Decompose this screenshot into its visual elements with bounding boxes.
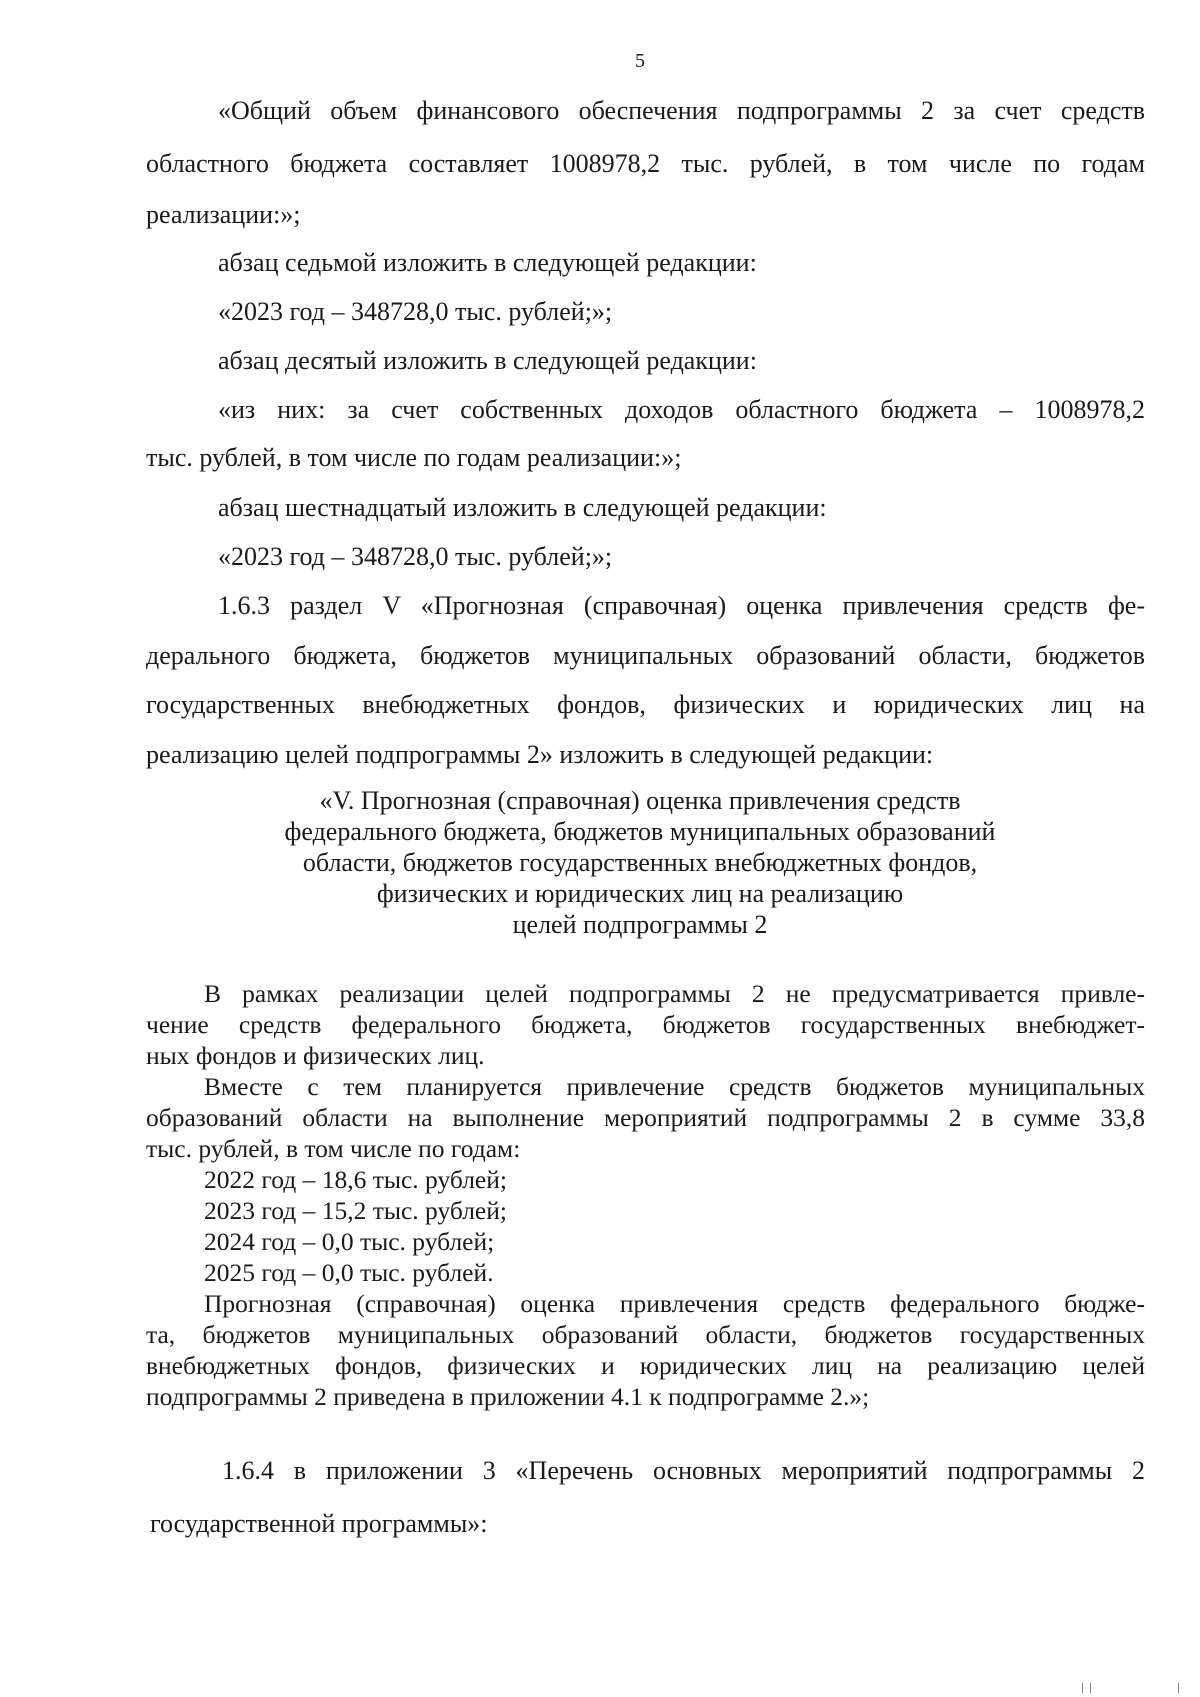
year-line: 2023 год – 15,2 тыс. рублей; — [204, 1196, 507, 1225]
paragraph-line: подпрограммы 2 приведена в приложении 4.1 к подпрограмме 2.»; — [146, 1382, 870, 1411]
paragraph-line: реализации:»; — [146, 200, 301, 229]
paragraph-line: «из них: за счет собственных доходов областного бюджета – 1008978,2 — [218, 395, 1145, 424]
section-title-line: физических и юридических лиц на реализацию — [376, 879, 904, 908]
paragraph-abzac-16: абзац шестнадцатый изложить в следующей редакции: — [218, 493, 827, 522]
paragraph-abzac-10: абзац десятый изложить в следующей редакции: — [218, 346, 757, 375]
paragraph-year-2023: «2023 год – 348728,0 тыс. рублей;»; — [218, 297, 613, 326]
section-title-line: целей подпрограммы 2 — [512, 910, 768, 939]
paragraph-line: 1.6.3 раздел V «Прогнозная (справочная) оценка привлечения средств фе- — [218, 591, 1145, 620]
paragraph-year-2023: «2023 год – 348728,0 тыс. рублей;»; — [218, 542, 613, 571]
paragraph-abzac-7: абзац седьмой изложить в следующей редакции: — [218, 248, 757, 277]
paragraph-line: ных фондов и физических лиц. — [146, 1041, 485, 1070]
paragraph-line: «Общий объем финансового обеспечения подпрограммы 2 за счет средств — [218, 96, 1145, 125]
scan-mark — [1090, 1683, 1091, 1693]
section-title-line: федерального бюджета, бюджетов муниципальных образований — [284, 817, 996, 846]
paragraph-line: Вместе с тем планируется привлечение средств бюджетов муниципальных — [204, 1072, 1145, 1101]
paragraph-line: внебюджетных фондов, физических и юридических лиц на реализацию целей — [146, 1351, 1145, 1380]
paragraph-line: государственных внебюджетных фондов, физических и юридических лиц на — [146, 690, 1145, 719]
paragraph-line: государственной программы»: — [150, 1509, 488, 1538]
paragraph-line: тыс. рублей, в том числе по годам: — [146, 1134, 521, 1163]
section-title — [200, 785, 1080, 940]
paragraph-line: дерального бюджета, бюджетов муниципальных образований области, бюджетов — [146, 641, 1145, 670]
paragraph-line: образований области на выполнение мероприятий подпрограммы 2 в сумме 33,8 — [146, 1103, 1145, 1132]
paragraph-line: 1.6.4 в приложении 3 «Перечень основных мероприятий подпрограммы 2 — [222, 1456, 1145, 1485]
paragraph-line: областного бюджета составляет 1008978,2 тыс. рублей, в том числе по годам — [146, 149, 1145, 178]
paragraph-line: та, бюджетов муниципальных образований области, бюджетов государственных — [146, 1320, 1145, 1349]
paragraph-line: реализацию целей подпрограммы 2» изложить в следующей редакции: — [146, 740, 934, 769]
scan-mark — [1082, 1683, 1083, 1693]
scan-mark — [1178, 1683, 1179, 1693]
paragraph-line: В рамках реализации целей подпрограммы 2 не предусматривается привле- — [204, 979, 1145, 1008]
page-number: 5 — [635, 50, 645, 72]
paragraph-line: чение средств федерального бюджета, бюджетов государственных внебюджет- — [146, 1010, 1145, 1039]
paragraph-line: Прогнозная (справочная) оценка привлечения средств федерального бюдже- — [204, 1289, 1145, 1318]
year-line: 2024 год – 0,0 тыс. рублей; — [204, 1227, 495, 1256]
paragraph-line: тыс. рублей, в том числе по годам реализации:»; — [146, 443, 682, 472]
year-line: 2022 год – 18,6 тыс. рублей; — [204, 1165, 507, 1194]
year-line: 2025 год – 0,0 тыс. рублей. — [204, 1258, 494, 1287]
section-title-line: «V. Прогнозная (справочная) оценка привлечения средств — [319, 786, 961, 815]
inserted-section-body — [146, 978, 1145, 1412]
section-title-line: области, бюджетов государственных внебюджетных фондов, — [302, 848, 978, 877]
